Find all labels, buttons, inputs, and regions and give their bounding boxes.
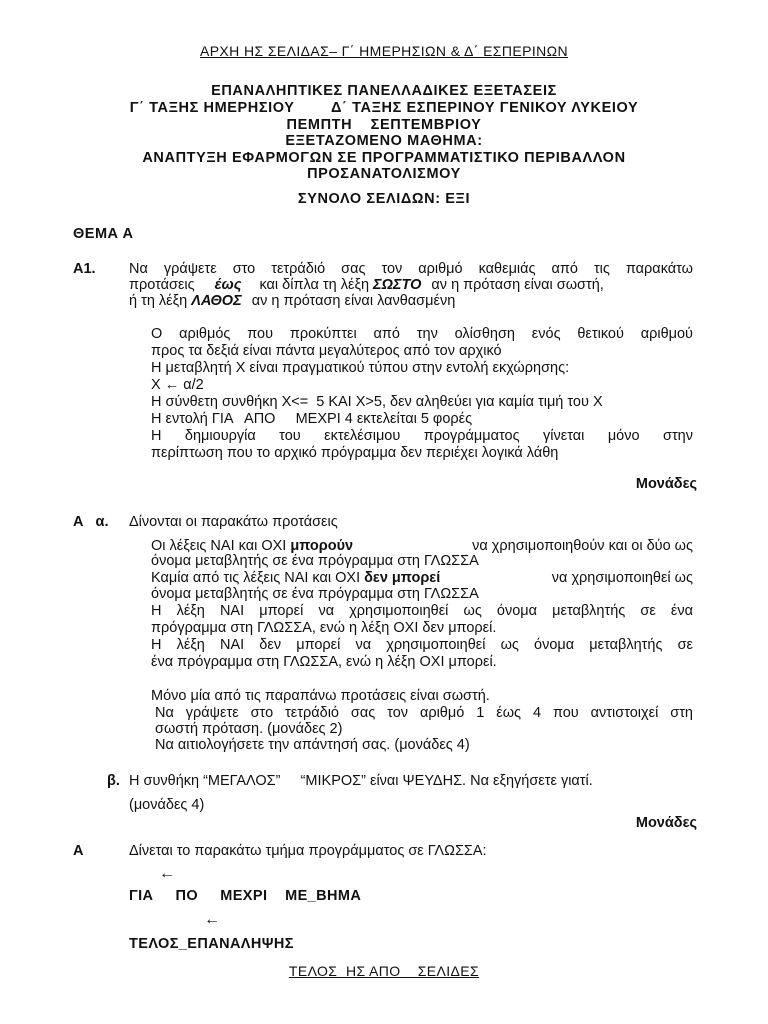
a-alpha-prop2-line2: όνομα μεταβλητής σε ένα πρόγραμμα στη ΓΛΩΣΣΑ — [151, 586, 479, 602]
exam-subject-label: ΕΞΕΤΑΖΟΜΕΝΟ ΜΑΘΗΜΑ: — [285, 133, 483, 149]
prop-bold: μπορούν — [290, 538, 354, 554]
a1-correct-word: ΣΩΣΤΟ — [373, 277, 422, 293]
a-alpha-prop3-line2: πρόγραμμα στη ΓΛΩΣΣΑ, ενώ η λέξη ΟΧΙ δεν μπορεί. — [151, 620, 497, 636]
a1-text: αν η πρόταση είναι σωστή, — [431, 277, 604, 293]
exam-date: ΠΕΜΠΤΗ ΣΕΠΤΕΜΒΡΙΟΥ — [286, 117, 482, 133]
a1-statement-1-cont: προς τα δεξιά είναι πάντα μεγαλύτερος από τον αρχικό — [151, 343, 502, 359]
a-alpha-question3: Να αιτιολογήσετε την απάντησή σας. (μονάδες 4) — [155, 737, 470, 753]
prop-text: να χρησιμοποιηθεί ως — [551, 570, 693, 586]
prop-text: Καμία από τις λέξεις ΝΑΙ και ΟΧΙ — [151, 570, 361, 586]
a-alpha-prop2-line1 — [151, 570, 693, 586]
a1-instruction-line1: Να γράψετε στο τετράδιό σας τον αριθμό καθεμιάς από τις παρακάτω — [129, 261, 693, 277]
a-alpha-prop4-line2: ένα πρόγραμμα στη ΓΛΩΣΣΑ, ενώ η λέξη ΟΧΙ μπορεί. — [151, 654, 497, 670]
prop-text: Οι λέξεις ΝΑΙ και ΟΧΙ — [151, 538, 287, 554]
code-end-loop: ΤΕΛΟΣ_ΕΠΑΝΑΛΗΨΗΣ — [129, 936, 294, 952]
assign-arrow-1: ← — [159, 865, 175, 882]
a1-text: προτάσεις — [129, 277, 195, 293]
a1-statement-3: Η σύνθετη συνθήκη Χ<= 5 ΚΑΙ Χ>5, δεν αληθεύει για καμία τιμή του Χ — [151, 394, 603, 410]
a-alpha-question2-cont: σωστή πρόταση. (μονάδες 2) — [155, 721, 343, 737]
a1-statement-1: Ο αριθμός που προκύπτει από την ολίσθηση ενός θετικού αριθμού — [151, 326, 693, 342]
page-footer: ΤΕΛΟΣ ΗΣ ΑΠΟ ΣΕΛΙΔΕΣ — [288, 963, 480, 979]
code-for-loop: ΓΙΑ ΠΟ ΜΕΧΡΙ ΜΕ_ΒΗΜΑ — [129, 888, 362, 904]
total-pages: ΣΥΝΟΛΟ ΣΕΛΙΔΩΝ: ΕΞΙ — [297, 191, 471, 207]
a1-text: αν η πρόταση είναι λανθασμένη — [251, 293, 456, 309]
exam-subject-cont: ΠΡΟΣΑΝΑΤΟΛΙΣΜΟΥ — [307, 166, 461, 182]
a1-text: και δίπλα τη λέξη — [259, 277, 370, 293]
a1-statement-2-expr: Χ ← α/2 — [151, 377, 204, 393]
a1-wrong-word: ΛΑΘΟΣ — [191, 293, 242, 309]
exam-title-line1: ΕΠΑΝΑΛΗΠΤΙΚΕΣ ΠΑΝΕΛΛΑΔΙΚΕΣ ΕΞΕΤΑΣΕΙΣ — [211, 83, 557, 99]
a-beta-line2: (μονάδες 4) — [129, 797, 205, 813]
a-alpha-intro: Δίνονται οι παρακάτω προτάσεις — [129, 514, 338, 530]
theme-heading: ΘΕΜΑ Α — [73, 226, 134, 242]
assign-arrow-2: ← — [204, 911, 220, 928]
a1-statement-5-cont: περίπτωση που το αρχικό πρόγραμμα δεν περιέχει λογικά λάθη — [151, 445, 559, 461]
a-alpha-question2: Να γράψετε στο τετράδιό σας τον αριθμό 1 έως 4 που αντιστοιχεί στη — [155, 705, 693, 721]
a-alpha-prop1-line2: όνομα μεταβλητής σε ένα πρόγραμμα στη ΓΛΩΣΣΑ — [151, 553, 479, 569]
a-alpha-prop1-line1 — [151, 538, 693, 554]
prop-text: να χρησιμοποιηθούν και οι δύο ως — [472, 538, 693, 554]
question-a-next-label: Α — [73, 843, 84, 859]
exam-title-line2: Γ΄ ΤΑΞΗΣ ΗΜΕΡΗΣΙΟΥ Δ΄ ΤΑΞΗΣ ΕΣΠΕΡΙΝΟΥ ΓΕΝΙΚΟΥ ΛΥΚΕΙΟΥ — [129, 100, 639, 116]
page-header: ΑΡΧΗ ΗΣ ΣΕΛΙΔΑΣ– Γ΄ ΗΜΕΡΗΣΙΩΝ & Δ΄ ΕΣΠΕΡΙΝΩΝ — [199, 43, 569, 59]
a-alpha-question1: Μόνο μία από τις παραπάνω προτάσεις είναι σωστή. — [151, 688, 490, 704]
a1-instruction-line3 — [129, 293, 455, 309]
a1-statement-4: Η εντολή ΓΙΑ ΑΠΟ ΜΕΧΡΙ 4 εκτελείται 5 φορές — [151, 411, 473, 427]
a1-statement-5: Η δημιουργία του εκτελέσιμου προγράμματος γίνεται μόνο στην — [151, 428, 693, 444]
a1-statement-2: Η μεταβλητή Χ είναι πραγματικού τύπου στην εντολή εκχώρησης: — [151, 360, 570, 376]
a-next-intro: Δίνεται το παρακάτω τμήμα προγράμματος σε ΓΛΩΣΣΑ: — [129, 843, 487, 859]
a1-instruction-line2 — [129, 277, 693, 293]
question-a1-label: Α1. — [73, 261, 96, 277]
prop-bold: δεν μπορεί — [364, 570, 441, 586]
a1-text-bold: έως — [214, 277, 242, 293]
a1-text: ή τη λέξη — [129, 293, 188, 309]
a1-marks: Μονάδες — [635, 476, 697, 492]
a-alpha-prop3-line1: Η λέξη ΝΑΙ μπορεί να χρησιμοποιηθεί ως όνομα μεταβλητής σε ένα — [151, 603, 693, 619]
a-beta-line1: Η συνθήκη “ΜΕΓΑΛΟΣ” “ΜΙΚΡΟΣ” είναι ΨΕΥΔΗΣ. Να εξηγήσετε γιατί. — [129, 773, 593, 789]
question-a-beta-label: β. — [107, 773, 120, 789]
a-alpha-prop4-line1: Η λέξη ΝΑΙ δεν μπορεί να χρησιμοποιηθεί ως όνομα μεταβλητής σε — [151, 637, 693, 653]
question-a-alpha-label: Α α. — [73, 514, 109, 530]
a-beta-marks: Μονάδες — [635, 815, 697, 831]
exam-subject: ΑΝΑΠΤΥΞΗ ΕΦΑΡΜΟΓΩΝ ΣΕ ΠΡΟΓΡΑΜΜΑΤΙΣΤΙΚΟ ΠΕΡΙΒΑΛΛΟΝ — [142, 150, 626, 166]
